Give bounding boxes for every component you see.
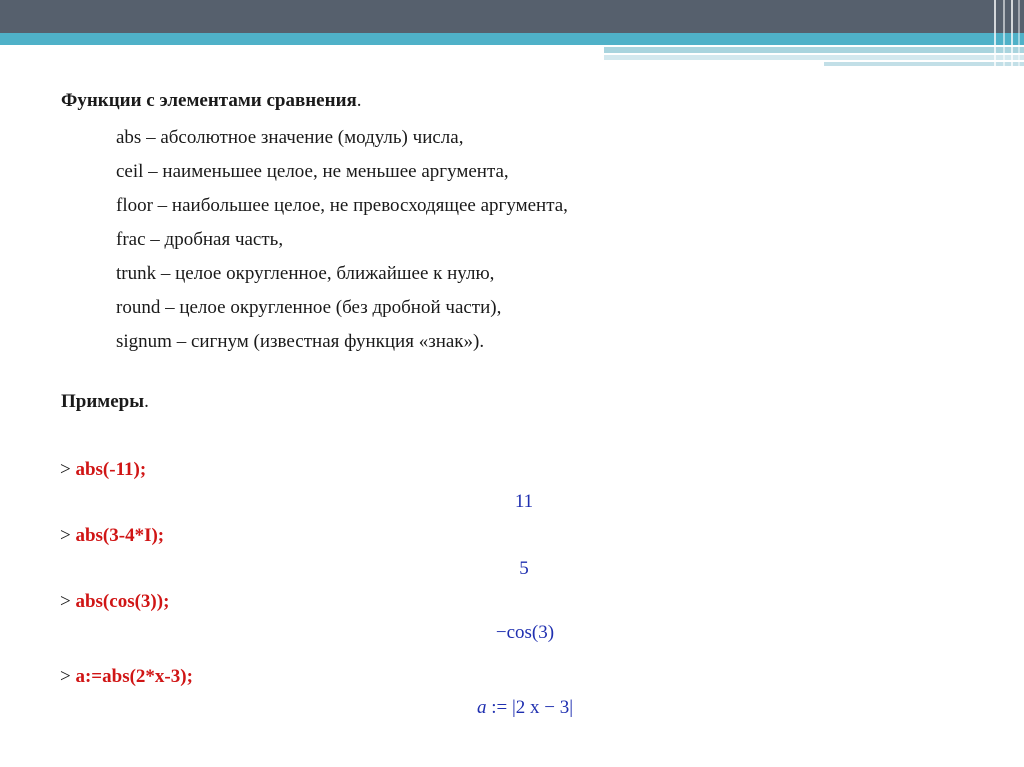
examples-heading [61, 390, 149, 414]
definition-item-frac: frac – дробная часть, [116, 229, 284, 250]
section-heading-text: Функции с элементами сравнения [61, 90, 357, 111]
banner-light-stripe [604, 55, 1024, 60]
definition-item-abs: abs – абсолютное значение (модуль) числа, [116, 127, 464, 148]
function-definitions-list [116, 121, 568, 359]
definition-item-floor: floor – наибольшее целое, не превосходящее аргумента, [116, 195, 568, 216]
maple-output [0, 490, 1024, 514]
command-text: abs(3-4*I); [75, 525, 165, 546]
maple-output [0, 621, 1024, 645]
definition-item-signum: signum – сигнум (известная функция «знак»). [116, 331, 485, 352]
section-heading [61, 89, 362, 113]
banner-vertical-line [1011, 0, 1013, 66]
prompt-symbol: > [60, 525, 71, 546]
maple-command-line [60, 524, 164, 548]
definition-item-ceil: ceil – наименьшее целое, не меньшее аргумента, [116, 161, 509, 182]
prompt-symbol: > [60, 591, 71, 612]
top-banner [0, 0, 1024, 33]
maple-command-line [60, 665, 193, 689]
banner-vertical-line [994, 0, 996, 66]
examples-heading-text: Примеры [61, 391, 145, 412]
command-text: a:=abs(2*x-3); [75, 666, 193, 687]
command-text: abs(-11); [75, 459, 147, 480]
banner-vertical-line [1018, 0, 1020, 66]
banner-teal-stripe [0, 33, 1024, 45]
output-text: 11 [514, 491, 534, 512]
output-text: 5 [519, 558, 529, 579]
section-heading-punct: . [356, 90, 362, 111]
output-variable: a [476, 697, 487, 718]
definition-item-round: round – целое округленное (без дробной части), [116, 297, 502, 318]
output-text: := |2 x − 3| [491, 697, 574, 718]
output-text: −cos(3) [495, 622, 555, 643]
prompt-symbol: > [60, 459, 71, 480]
maple-command-line [60, 590, 169, 614]
prompt-symbol: > [60, 666, 71, 687]
maple-command-line [60, 458, 146, 482]
maple-output [0, 696, 1024, 720]
command-text: abs(cos(3)); [75, 591, 170, 612]
definition-item-trunk: trunk – целое округленное, ближайшее к нулю, [116, 263, 495, 284]
maple-output [0, 557, 1024, 581]
banner-vertical-line [1003, 0, 1005, 66]
examples-heading-punct: . [144, 391, 149, 412]
